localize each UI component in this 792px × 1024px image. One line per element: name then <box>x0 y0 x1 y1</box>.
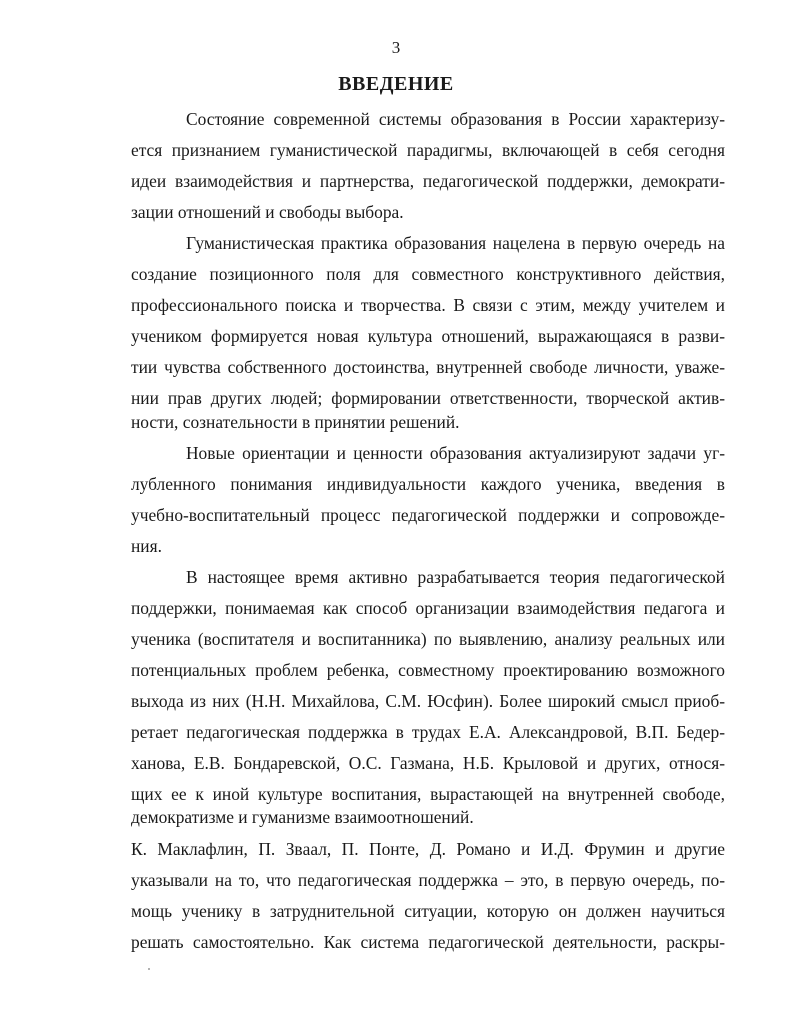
text-line: поддержки, понимаемая как способ организации взаимодействия педагога и <box>131 598 725 618</box>
text-line: выхода из них (Н.Н. Михайлова, С.М. Юсфин). Более широкий смысл приоб- <box>131 691 725 711</box>
text-line: тии чувства собственного достоинства, внутренней свободе личности, уваже- <box>131 357 725 377</box>
text-line: В настоящее время активно разрабатывается теория педагогической <box>186 567 725 587</box>
text-line: ности, сознательности в принятии решений. <box>131 412 460 432</box>
text-line: ханова, Е.В. Бондаревской, О.С. Газмана, Н.Б. Крыловой и других, относя- <box>131 753 725 773</box>
text-line: демократизме и гуманизме взаимоотношений. <box>131 807 474 827</box>
text-line: ученика (воспитателя и воспитанника) по выявлению, анализу реальных или <box>131 629 725 649</box>
text-line: профессионального поиска и творчества. В связи с этим, между учителем и <box>131 295 725 315</box>
text-line: учебно-воспитательный процесс педагогической поддержки и сопровожде- <box>131 505 725 525</box>
text-line: Состояние современной системы образования в России характеризу- <box>186 109 725 129</box>
text-line: мощь ученику в затруднительной ситуации, которую он должен научиться <box>131 901 725 921</box>
text-line: Новые ориентации и ценности образования актуализируют задачи уг- <box>186 443 725 463</box>
page-number: 3 <box>391 38 401 57</box>
text-line: зации отношений и свободы выбора. <box>131 202 404 222</box>
page-title: ВВЕДЕНИЕ <box>338 73 454 95</box>
text-line: лубленного понимания индивидуальности каждого ученика, введения в <box>131 474 725 494</box>
text-line: указывали на то, что педагогическая поддержка – это, в первую очередь, по- <box>131 870 725 890</box>
text-line: ретает педагогическая поддержка в трудах Е.А. Александровой, В.П. Бедер- <box>131 722 725 742</box>
text-line: учеником формируется новая культура отношений, выражающаяся в разви- <box>131 326 725 346</box>
text-line: К. Маклафлин, П. Звaал, П. Понте, Д. Романо и И.Д. Фрумин и другие <box>131 839 725 859</box>
text-line: ется признанием гуманистической парадигмы, включающей в себя сегодня <box>131 140 725 160</box>
text-line: щих ее к иной культуре воспитания, вырастающей на внутренней свободе, <box>131 784 725 804</box>
scan-speck <box>148 968 150 970</box>
text-line: ния. <box>131 536 162 556</box>
text-line: решать самостоятельно. Как система педагогической деятельности, раскры- <box>131 932 725 952</box>
text-line: Гуманистическая практика образования нацелена в первую очередь на <box>186 233 725 253</box>
text-line: потенциальных проблем ребенка, совместному проектированию возможного <box>131 660 725 680</box>
text-line: создание позиционного поля для совместного конструктивного действия, <box>131 264 725 284</box>
text-line: нии прав других людей; формировании ответственности, творческой актив- <box>131 388 725 408</box>
text-line: идеи взаимодействия и партнерства, педагогической поддержки, демократи- <box>131 171 725 191</box>
